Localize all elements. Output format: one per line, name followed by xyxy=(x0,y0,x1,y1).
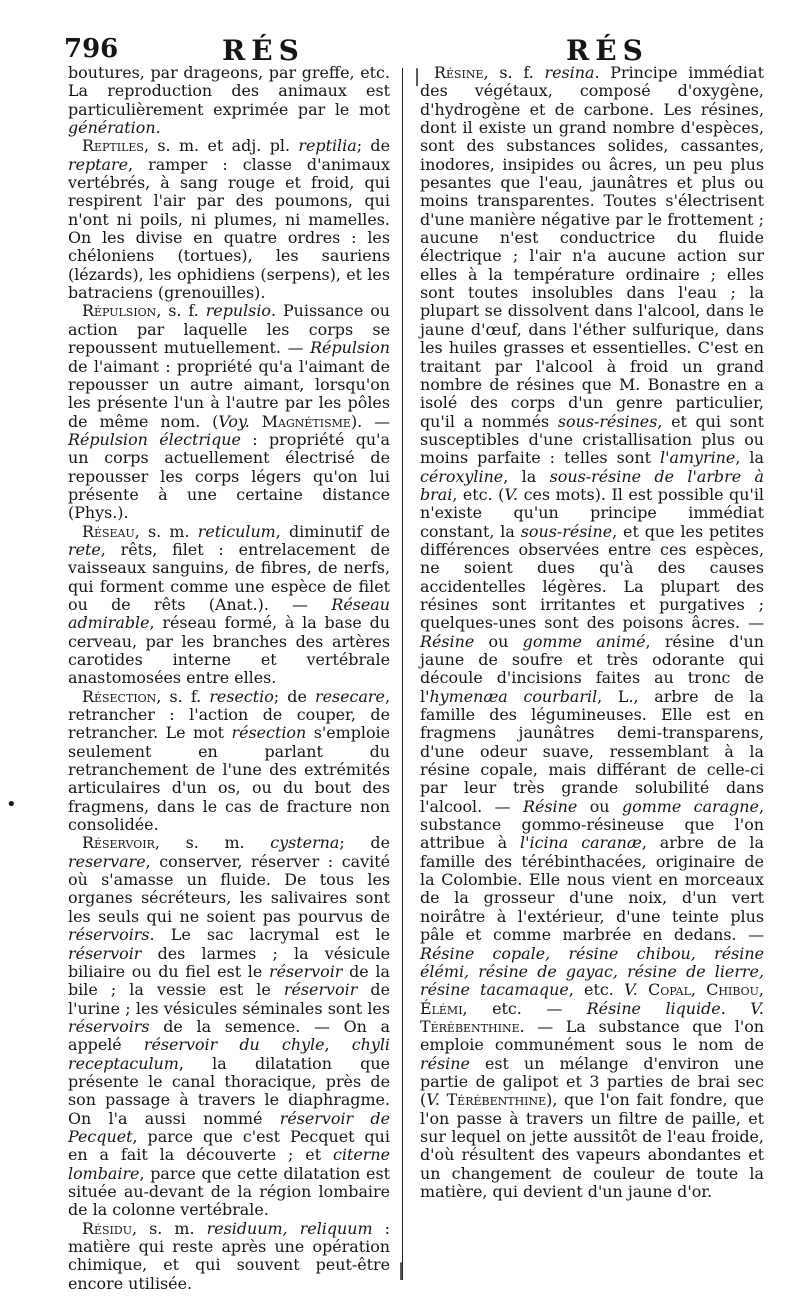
text-run xyxy=(440,1090,447,1109)
entry-reseau xyxy=(68,523,390,688)
text-run: , diminutif de xyxy=(275,521,391,541)
italic-run: sous-résines xyxy=(557,411,658,431)
text-run: s'emploie seulement en parlant du retranchement de l'une des extrémités articulaires d'un os, ou du bout des fragmens, dans le cas de fracture non consolidée. xyxy=(68,723,390,835)
headword: Copal, Chibou, Élémi xyxy=(420,980,764,1018)
text-run: boutures, par drageons, par greffe, etc. La reproduction des animaux est particulièrement exprimée par le mot xyxy=(68,63,390,119)
italic-run: réservoir du chyle xyxy=(143,1035,325,1055)
italic-run: reservare xyxy=(68,851,146,871)
margin-bracket-top: | xyxy=(414,66,421,87)
italic-run: Répulsion xyxy=(310,338,390,358)
italic-run: chyli receptaculum xyxy=(68,1035,391,1073)
text-run: de la semence. — On a appelé xyxy=(68,1016,390,1055)
text-run: , ramper : classe d'animaux vertébrés, à sang rouge et froid, qui respirent l'air par des poumons, qui n'ont ni poils, ni plumes, ni mamelles. On les divise en quatre ordres : les chéloniens (tortues), les sauriens (lézards), les ophidiens (serpens), et les batraciens (grenouilles). xyxy=(68,154,390,303)
italic-run: V. xyxy=(750,998,764,1018)
text-run: , substance gommo-résineuse que l'on attribue à xyxy=(420,796,765,853)
text-run: , etc. xyxy=(568,980,625,1000)
italic-run: réservoir de Pecquet xyxy=(68,1108,390,1146)
text-run: ; de xyxy=(273,686,315,706)
running-head-right: RÉS xyxy=(566,34,649,67)
text-run: , arbre de la famille des térébinthacées, originaire de la Colombie. Elle nous vient en morceaux de la grosseur d'une noix, d'un vert noirâtre à l'extérieur, d'une teinte plus pâle et comme marbrée en dedans. — xyxy=(420,833,764,945)
text-run: des larmes ; la vésicule biliaire ou du fiel est le xyxy=(68,943,390,981)
entry-reservoir xyxy=(68,834,390,1219)
right-column xyxy=(420,64,764,1201)
headword: Térébenthine xyxy=(446,1090,547,1110)
text-run: , s. m. et adj. pl. xyxy=(143,136,299,156)
text-run: . xyxy=(155,118,161,138)
text-run: ou xyxy=(474,631,523,651)
text-run: , rêts, filet : entrelacement de vaisseaux sanguins, de fibres, de nerfs, qui forment comme une espèce de filet ou de rêts (Anat.). — xyxy=(68,539,390,614)
running-head-left: RÉS xyxy=(222,34,305,67)
text-run: , etc. — xyxy=(462,998,587,1018)
entry-repulsion xyxy=(68,302,390,522)
text-run: , xyxy=(324,1035,352,1055)
entry-residu xyxy=(68,1220,390,1293)
text-run: , conserver, réserver : cavité où s'amasse un fluide. De tous les organes sécréteurs, les salivaires sont les seuls qui ne soient pas pourvus de xyxy=(68,851,390,926)
italic-run: génération xyxy=(68,118,156,138)
italic-run: l'icina caranæ xyxy=(520,833,642,853)
text-run: , s. f. xyxy=(156,686,210,706)
italic-run: sous-résine de l'arbre à brai xyxy=(420,466,764,504)
entry-reptiles xyxy=(68,137,390,302)
italic-run: l'amyrine xyxy=(660,448,736,468)
text-run: , parce que c'est Pecquet qui en a fait la découverte ; et xyxy=(68,1126,390,1165)
text-run: . Le sac lacrymal est le xyxy=(149,925,390,945)
italic-run: sous-résine xyxy=(520,521,613,541)
italic-run: reptilia xyxy=(298,136,357,156)
margin-bracket-bottom: | xyxy=(398,1260,405,1281)
italic-run: réservoir xyxy=(283,980,358,1000)
italic-run: cysterna xyxy=(270,833,340,853)
italic-run: resectio xyxy=(209,686,274,706)
entry-continuation xyxy=(68,64,390,137)
italic-run: hymenæa courbaril xyxy=(429,686,598,706)
headword: Répulsion xyxy=(82,301,157,321)
headword: Réservoir xyxy=(82,833,155,853)
text-run xyxy=(638,980,648,999)
text-run: ou xyxy=(577,796,622,816)
text-run: , s. m. xyxy=(131,1218,207,1238)
text-run: ; de xyxy=(339,833,391,853)
headword: Résidu xyxy=(82,1218,132,1238)
column-divider xyxy=(402,68,403,1280)
italic-run: résine xyxy=(420,1053,470,1073)
italic-run: reticulum xyxy=(197,521,276,541)
italic-run: Résine xyxy=(420,631,475,651)
italic-run: citerne lombaire xyxy=(68,1145,390,1183)
italic-run: repulsio xyxy=(205,301,271,321)
text-run: , retrancher : l'action de couper, de retrancher. Le mot xyxy=(68,686,390,743)
italic-run: gomme animé xyxy=(522,631,646,651)
margin-bullet: • xyxy=(6,794,17,815)
italic-run: resina xyxy=(544,63,595,82)
text-run: ). — xyxy=(350,411,390,431)
italic-run: Résine copale, résine chibou, résine élémi, résine de gayac, résine de lierre, résine tacamaque xyxy=(420,943,764,1000)
headword: Magnétisme xyxy=(261,411,351,431)
text-run: , la xyxy=(503,466,550,486)
italic-run: resecare xyxy=(315,686,385,706)
left-column xyxy=(68,64,390,1293)
text-run: , etc. ( xyxy=(452,484,505,504)
text-run: . Principe immédiat des végétaux, composé d'oxygène, d'hydrogène et de carbone. Les résines, dont il existe un grand nombre d'espèces, sont des substances solides, cassantes, inodores, insipides ou âcres, un peu plus pesantes que l'eau, jaunâtres et plus ou moins transparentes. Toutes s'électrisent d'une manière négative par le frottement ; aucune n'est conductrice du fluide électrique ; l'air n'a aucune action sur elles à la température ordinaire ; elles sont toutes insolubles dans l'eau ; la plupart se dissolvent dans l'alcool, dans le jaune d'œuf, dans l'éther sulfurique, dans les huiles grasses et essentielles. C'est en traitant par l'alcool à froid un grand nombre de résines que M. Bonastre en a isolé des corps d'un genre particulier, qu'il a nommés xyxy=(420,63,764,431)
text-run: . xyxy=(720,998,751,1018)
italic-run: réservoirs xyxy=(68,1016,150,1036)
italic-run: V. xyxy=(504,484,519,504)
italic-run: résection xyxy=(231,723,307,743)
italic-run: Résine xyxy=(522,796,578,816)
text-run: , s. f. xyxy=(156,301,206,321)
text-run: : propriété qu'a un corps actuellement électrisé de repousser les corps légers qu'on lui présente à une certaine distance (Phys.). xyxy=(68,429,390,523)
text-run: ), que l'on fait fondre, que l'on passe à travers un filtre de paille, et sur lequel on jette aussitôt de l'eau froide, d'où résultent des vapeurs abondantes et un changement de couleur de toute la matière, qui devient d'un jaune d'or. xyxy=(420,1090,765,1201)
text-run: , réseau formé, à la base du cerveau, par les branches des artères carotides interne et vertébrale anastomosées entre elles. xyxy=(68,613,390,688)
text-run: , parce que cette dilatation est située au-devant de la région lombaire de la colonne vertébrale. xyxy=(68,1163,390,1220)
text-run: , résine d'un jaune de soufre et très odorante qui découle d'incisions faites au tronc de l' xyxy=(420,631,765,706)
headword: Reptiles xyxy=(82,136,144,156)
text-run: , et que les petites différences observées entre ces espèces, ne soient dues qu'à des causes accidentelles légères. La plupart des résines sont irritantes et purgatives ; quelques-unes sont des poisons âcres. — xyxy=(420,521,764,633)
page-number: 796 xyxy=(64,34,119,64)
italic-run: réservoirs xyxy=(68,925,150,945)
italic-run: céroxyline xyxy=(420,466,504,486)
entry-resection xyxy=(68,688,390,835)
text-run: , et qui sont susceptibles d'une cristallisation plus ou moins parfaite : telles sont xyxy=(420,411,764,468)
text-run: , s. f. xyxy=(483,63,545,82)
text-run: . Puissance ou action par laquelle les corps se repoussent mutuellement. — xyxy=(68,301,390,358)
text-run: , s. m. xyxy=(134,521,198,541)
text-run: , la xyxy=(735,448,764,468)
text-run: de la bile ; la vessie est le xyxy=(68,961,390,1000)
italic-run: Résine liquide xyxy=(586,998,721,1018)
text-run xyxy=(250,412,262,431)
headword: Résection xyxy=(82,686,157,706)
headword: Résine xyxy=(434,63,484,82)
italic-run: réservoir xyxy=(68,943,142,963)
italic-run: Répulsion électrique xyxy=(68,429,241,449)
text-run: , L., arbre de la famille des légumineuses. Elle est en fragmens jaunâtres demi-transparens, d'une odeur suave, ressemblant à la résine copale, mais différant de celle-ci par leur très grande solubilité dans l'alcool. — xyxy=(420,686,764,816)
text-run: : matière qui reste après une opération chimique, et qui souvent peut-être encore utilisée. xyxy=(68,1218,391,1293)
headword: Réseau xyxy=(82,521,135,541)
text-run: , la dilatation que présente le canal thoracique, près de son passage à travers le diaphragme. On l'a aussi nommé xyxy=(68,1053,390,1128)
italic-run: V. xyxy=(426,1090,440,1110)
text-run: . — La substance que l'on emploie communément sous le nom de xyxy=(420,1016,764,1055)
italic-run: Réseau admirable xyxy=(68,594,390,633)
italic-run: Voy. xyxy=(218,411,250,431)
italic-run: residuum, reliquum xyxy=(206,1218,373,1238)
text-run: ; de xyxy=(356,136,391,156)
italic-run: réservoir xyxy=(269,961,343,981)
italic-run: V. xyxy=(624,980,638,1000)
italic-run: gomme caragne xyxy=(621,796,759,816)
text-run: , s. m. xyxy=(154,833,271,853)
text-run: est un mélange d'environ une partie de galipot et 3 parties de brai sec ( xyxy=(420,1053,764,1110)
text-run: ces mots). Il est possible qu'il n'existe qu'un principe immédiat constant, la xyxy=(420,484,764,541)
headword: Térébenthine xyxy=(420,1016,520,1036)
text-run: de l'aimant : propriété qu'a l'aimant de repousser un autre aimant, lorsqu'on les présente l'un à l'autre par les pôles de même nom. ( xyxy=(68,356,390,431)
text-run: de l'urine ; les vésicules séminales sont les xyxy=(68,980,390,1018)
italic-run: reptare xyxy=(68,154,129,174)
italic-run: rete xyxy=(68,539,101,559)
entry-resine xyxy=(420,64,764,1201)
